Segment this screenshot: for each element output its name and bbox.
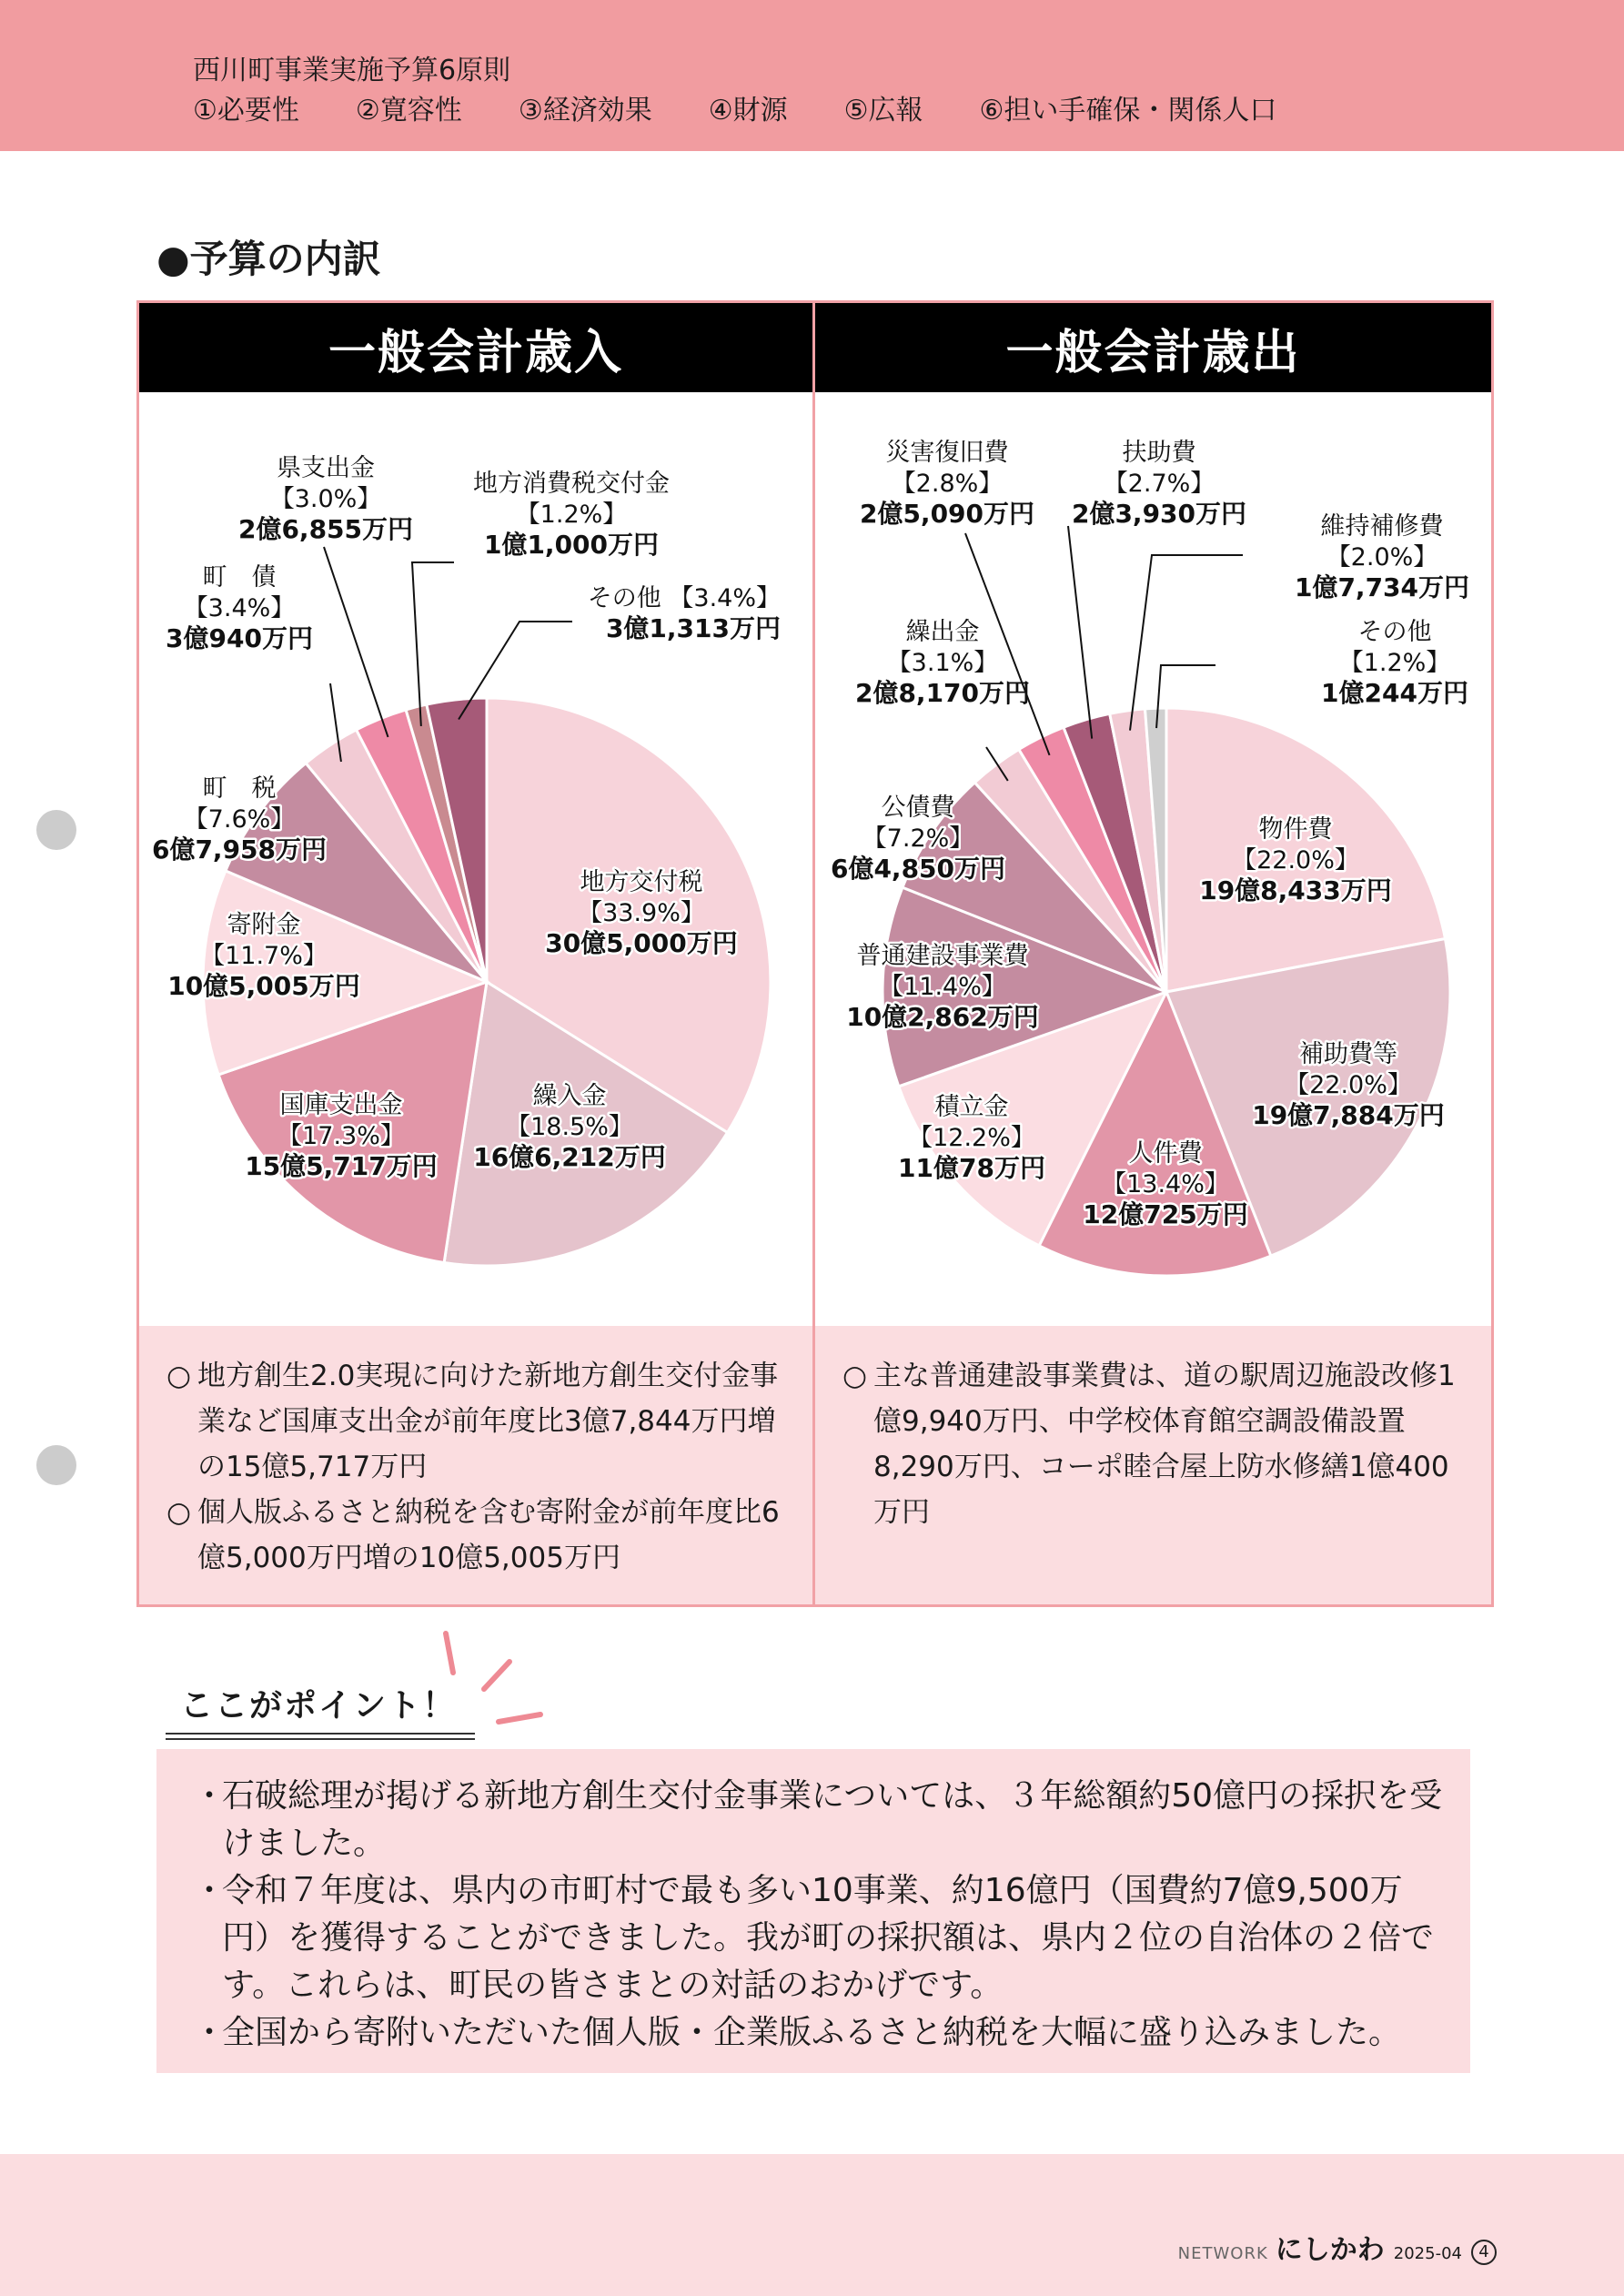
footer-network: NETWORK	[1177, 2244, 1268, 2263]
revenue-notes	[139, 1326, 812, 1604]
binder-hole	[36, 1445, 76, 1485]
point-item: ・ 全国から寄附いただいた個人版・企業版ふるさと納税を大幅に盛り込みました。	[193, 2009, 1443, 2057]
slice-name: 繰入金	[532, 1082, 607, 1110]
slice-percent: 【1.2%】	[1338, 649, 1451, 677]
slice-amount: 1億7,734万円	[1294, 572, 1470, 602]
slice-name: 国庫支出金	[279, 1091, 403, 1119]
revenue-note: ○ 地方創生2.0実現に向けた新地方創生交付金事業など国庫支出金が前年度比3億7,844万円増の15億5,717万円	[166, 1353, 785, 1490]
slice-amount: 16億6,212万円	[473, 1142, 666, 1172]
slice-percent: 【3.4%】	[183, 594, 296, 622]
slice-percent: 【3.1%】	[886, 649, 999, 677]
header-band	[0, 0, 1624, 151]
point-item: ・ 石破総理が掲げる新地方創生交付金事業については、３年総額約50億円の採択を受けました。	[193, 1773, 1443, 1867]
slice-name: 補助費等	[1299, 1040, 1397, 1068]
footer-band	[0, 2154, 1624, 2296]
slice-name: 地方交付税	[580, 868, 703, 896]
section-title: ●予算の内訳	[156, 237, 381, 281]
slice-percent: 【33.9%】	[578, 899, 705, 927]
slice-name: 県支出金	[277, 454, 375, 482]
revenue-pie-chart	[139, 303, 812, 1326]
slice-name: 寄附金	[227, 911, 301, 939]
slice-name: その他	[1357, 618, 1432, 646]
slice-amount: 1億244万円	[1321, 678, 1468, 708]
slice-amount: 30億5,000万円	[545, 928, 738, 958]
slice-name: 町 税	[202, 774, 277, 803]
slice-amount: 12億725万円	[1083, 1199, 1248, 1229]
slice-percent: 【2.8%】	[891, 470, 1004, 498]
slice-name: 扶助費	[1122, 439, 1196, 467]
slice-percent: 【11.7%】	[200, 942, 328, 970]
slice-amount: 15億5,717万円	[245, 1151, 438, 1181]
slice-name: 地方消費税交付金	[473, 470, 670, 498]
point-item: ・ 令和７年度は、県内の市町村で最も多い10事業、約16億円（国費約7億9,500万円）を獲得することができました。我が町の採択額は、県内２位の自治体の２倍です。これらは、町民の皆さまとの対話のおかげです。	[193, 1867, 1443, 2009]
expenditure-chart-title: 一般会計歳出	[815, 303, 1491, 392]
note-marker: ○	[166, 1360, 192, 1392]
slice-percent: 【2.7%】	[1103, 470, 1215, 498]
principle-item: ②寛容性	[355, 95, 462, 126]
slice-amount: 1億1,000万円	[483, 530, 660, 560]
slice-percent: 【2.0%】	[1326, 543, 1438, 571]
revenue-chart-title: 一般会計歳入	[139, 303, 812, 392]
footer-date: 2025-04	[1393, 2244, 1462, 2263]
principle-item: ⑤広報	[843, 95, 923, 126]
principle-item: ③経済効果	[518, 95, 652, 126]
slice-amount: 2億5,090万円	[859, 499, 1035, 529]
slice-percent: 【7.6%】	[183, 805, 296, 834]
leader-line	[1130, 555, 1243, 731]
slice-name: 繰出金	[905, 618, 980, 646]
slice-name: 積立金	[934, 1093, 1009, 1121]
binder-hole	[36, 810, 76, 850]
slice-amount: 2億3,930万円	[1071, 499, 1247, 529]
slice-amount: 19億8,433万円	[1199, 875, 1392, 905]
slice-name: 人件費	[1128, 1139, 1203, 1168]
expenditure-notes	[815, 1326, 1491, 1604]
principles-list	[193, 93, 1333, 129]
slice-percent: 【3.0%】	[269, 485, 382, 513]
budget-frame	[136, 300, 1494, 1607]
slice-amount: 2億8,170万円	[854, 678, 1031, 708]
slice-amount: 3億1,313万円	[605, 613, 781, 643]
point-marker: ・	[193, 1777, 227, 1815]
slice-name: 普通建設事業費	[856, 942, 1029, 970]
footer-brand	[1178, 2227, 1497, 2267]
slice-name: 町 債	[202, 563, 277, 592]
slice-name: 維持補修費	[1320, 512, 1444, 541]
principle-item: ④財源	[708, 95, 788, 126]
principle-item: ①必要性	[193, 95, 299, 126]
slice-amount: 6億4,850万円	[830, 854, 1006, 884]
point-box	[156, 1749, 1470, 2073]
slice-name: 物件費	[1258, 815, 1333, 844]
slice-amount: 3億940万円	[166, 623, 313, 653]
slice-amount: 19億7,884万円	[1252, 1100, 1445, 1130]
slice-amount: 11億78万円	[898, 1153, 1045, 1183]
expenditure-pie-chart	[815, 303, 1491, 1326]
principle-item: ⑥担い手確保・関係人口	[979, 95, 1277, 126]
slice-percent: 【22.0%】	[1232, 846, 1359, 875]
slice-percent: 【7.2%】	[862, 824, 974, 853]
footer-name: にしかわ	[1275, 2234, 1385, 2266]
slice-name: 公債費	[881, 794, 955, 822]
revenue-note: ○ 個人版ふるさと納税を含む寄附金が前年度比6億5,000万円増の10億5,005万円	[166, 1490, 785, 1581]
note-marker: ○	[842, 1360, 868, 1392]
slice-percent: 【13.4%】	[1102, 1170, 1229, 1199]
point-underline	[166, 1733, 475, 1740]
header-title: 西川町事業実施予算6原則	[193, 55, 511, 86]
slice-percent: 【1.2%】	[515, 501, 628, 529]
page-number: 4	[1471, 2240, 1497, 2265]
slice-percent: 【22.0%】	[1285, 1071, 1412, 1099]
slice-name: 災害復旧費	[885, 439, 1009, 467]
slice-percent: 【11.4%】	[879, 973, 1006, 1001]
note-marker: ○	[166, 1496, 192, 1529]
slice-amount: 2億6,855万円	[237, 514, 414, 544]
slice-name: その他 【3.4%】	[587, 584, 781, 612]
point-marker: ・	[193, 1872, 227, 1909]
slice-percent: 【12.2%】	[908, 1124, 1035, 1152]
expenditure-note: ○ 主な普通建設事業費は、道の駅周辺施設改修1億9,940万円、中学校体育館空調設備設置8,290万円、コーポ睦合屋上防水修繕1億400万円	[842, 1353, 1464, 1535]
slice-percent: 【18.5%】	[506, 1113, 633, 1141]
slice-amount: 6億7,958万円	[151, 834, 328, 865]
point-marker: ・	[193, 2014, 227, 2051]
slice-amount: 10億5,005万円	[167, 971, 360, 1001]
leader-line	[1068, 526, 1092, 739]
slice-percent: 【17.3%】	[277, 1122, 405, 1150]
point-label: ここがポイント！	[180, 1687, 458, 1725]
slice-amount: 10億2,862万円	[846, 1002, 1039, 1032]
